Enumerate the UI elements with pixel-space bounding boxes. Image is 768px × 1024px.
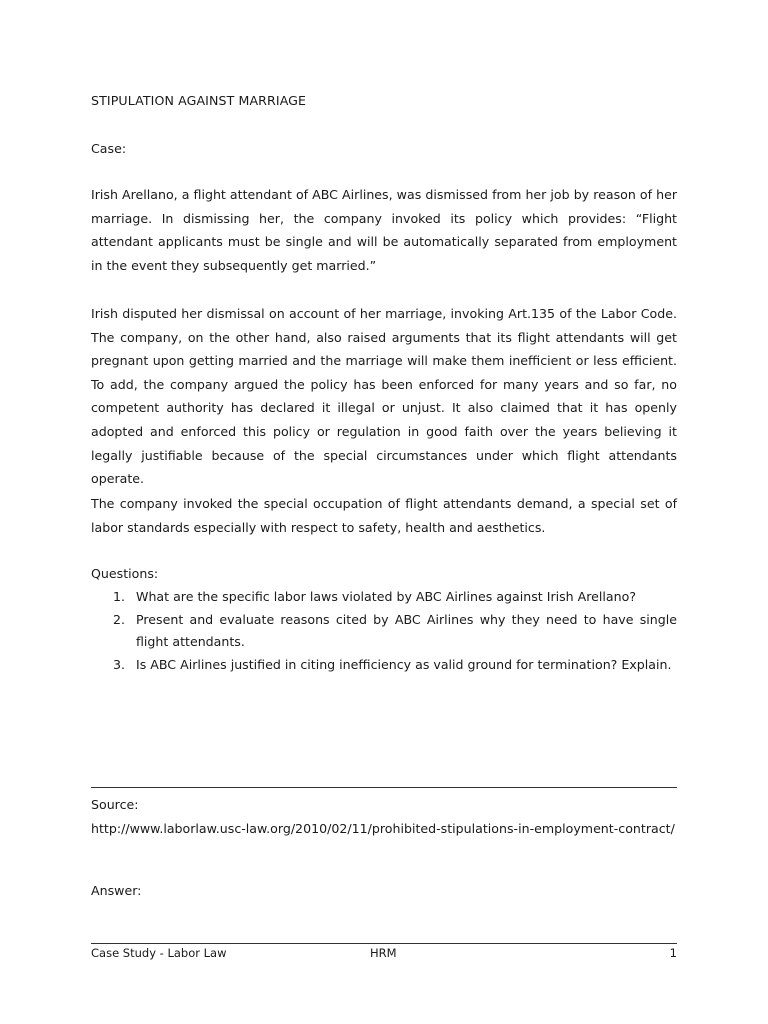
question-number: 1.: [113, 589, 126, 604]
answer-label: Answer:: [91, 883, 142, 898]
footer-left-text: Case Study - Labor Law: [91, 946, 227, 960]
question-text: Is ABC Airlines justified in citing inefficiency as valid ground for termination? Explain.: [136, 656, 672, 672]
case-paragraph-1: Irish Arellano, a flight attendant of ABC Airlines, was dismissed from her job by reason of her marriage. In dismissing her, the company invoked its policy which provides: “Flight attendant applicants must be single and will be automatically separated from employment in the event they subsequently get married.”: [91, 187, 677, 273]
document-title: STIPULATION AGAINST MARRIAGE: [91, 93, 307, 108]
questions-label: Questions:: [91, 566, 159, 581]
case-paragraph-2: Irish disputed her dismissal on account of her marriage, invoking Art.135 of the Labor Code. The company, on the other hand, also raised arguments that its flight attendants will get pregnant upon getting married and the marriage will make them inefficient or less efficient. To add, the company argued the policy has been enforced for many years and so far, no competent authority has declared it illegal or unjust. It also claimed that it has openly adopted and enforced this policy or regulation in good faith over the years believing it legally justifiable because of the special circumstances under which flight attendants operate.: [91, 306, 677, 487]
footer-divider: [91, 943, 677, 944]
question-item: [91, 654, 677, 677]
questions-list: [91, 586, 677, 676]
section-divider: [91, 787, 677, 788]
question-number: 2.: [113, 611, 126, 627]
page-number: 1: [669, 946, 677, 960]
footer-center-text: HRM: [370, 946, 397, 960]
question-item: [91, 586, 677, 609]
question-item: [91, 609, 677, 654]
question-text: What are the specific labor laws violated by ABC Airlines against Irish Arellano?: [136, 589, 637, 604]
source-url: http://www.laborlaw.usc-law.org/2010/02/11/prohibited-stipulations-in-employment-contract/: [91, 821, 675, 836]
document-page: [91, 0, 677, 1024]
question-text: Present and evaluate reasons cited by ABC Airlines why they need to have single flight attendants.: [136, 611, 677, 649]
case-paragraph-3: The company invoked the special occupation of flight attendants demand, a special set of labor standards especially with respect to safety, health and aesthetics.: [91, 496, 677, 535]
question-number: 3.: [113, 656, 126, 672]
case-label: Case:: [91, 141, 127, 156]
source-label: Source:: [91, 797, 139, 812]
